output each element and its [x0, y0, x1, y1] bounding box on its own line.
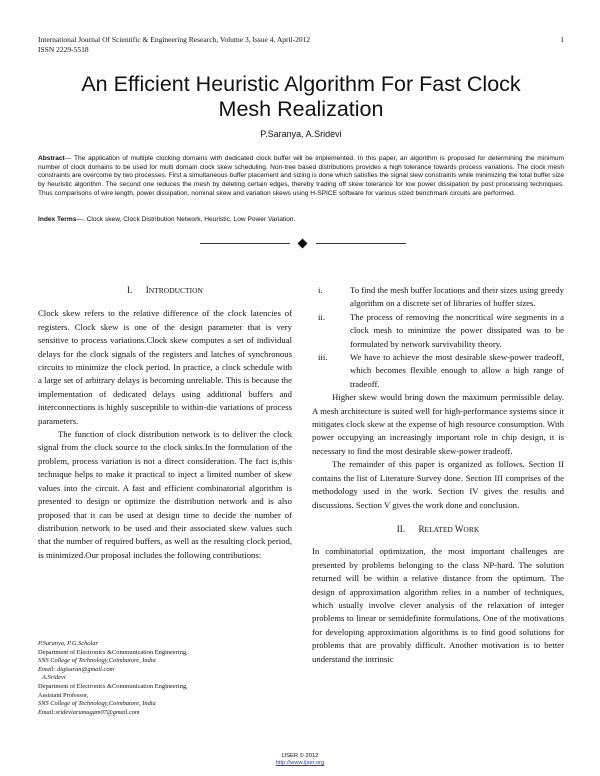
index-terms-text: —. Clock skew, Clock Distribution Network, Heuristic, Low Power Variation.: [76, 216, 296, 223]
index-terms-label: Index Terms: [38, 216, 77, 223]
list-item-text: The process of removing the noncritical wire segments in a clock mesh to minimize the power dissipated was to be formulated by network survivability theory.: [350, 311, 564, 349]
list-item: [312, 284, 564, 311]
section-title-initial: W: [454, 523, 464, 534]
issn: ISSN 2229-5518: [38, 45, 89, 54]
page-number: 1: [560, 35, 564, 44]
footnote-college-1: SNS College of Technology,Coimbatore, India: [38, 657, 156, 665]
section-title-initial: R: [418, 523, 425, 534]
copyright: IJSER © 2012: [281, 753, 319, 759]
list-item-number: i.: [318, 285, 323, 295]
footnote-author-2: A.Sridevi: [42, 674, 66, 682]
section-separator: [200, 238, 406, 250]
section-heading-related-work: [312, 523, 564, 536]
list-item-number: iii.: [318, 352, 328, 363]
paper-title: [38, 72, 564, 122]
footnote-dept-1: Department of Electronics &Communication Engineering,: [38, 648, 188, 656]
left-column: [38, 284, 292, 562]
list-item-text: To find the mesh buffer locations and their sizes using greedy algorithm on a discrete set of libraries of buffer sizes.: [350, 285, 564, 309]
body-paragraph-skew: Higher skew would bring down the maximum permissible delay. A mesh architecture is suited well for high-performance systems since it mitigates clock skew at the expense of high resource consumption. With power occupying an increasingly important role in chip design, it is necessary to find the most desirable skew-power tradeoff.: [312, 392, 564, 456]
section-title-rest: ORK: [463, 524, 480, 534]
list-item-text: We have to achieve the most desirable skew-power tradeoff, which becomes flexible enough to allow a high range of tradeoff.: [350, 352, 564, 389]
diamond-icon: [298, 239, 308, 249]
section-title-rest: ELATED: [424, 524, 453, 534]
footnote-email-2: Email:srideviarumugam07@gmail.com: [38, 708, 140, 716]
body-paragraph-organization: The remainder of this paper is organized as follows. Section II contains the list of Literature Survey done. Section III comprises of the methodology used in the work. Section IV gives the results and discussions. Section V gives the work done and conclusion.: [312, 459, 564, 510]
section-title-rest: NTRODUCTION: [148, 286, 203, 295]
section-heading-introduction: [38, 284, 292, 297]
journal-info: International Journal Of Scientific & Engineering Research, Volume 3, Issue 4, April-2012: [38, 35, 311, 44]
journal-url-link[interactable]: http://www.ijser.org: [275, 760, 325, 766]
footnote-dept-2: Department of Electronics &Communication Engineering,: [38, 682, 188, 690]
list-item-number: ii.: [318, 311, 325, 322]
separator-line-left: [200, 243, 290, 244]
index-terms: [38, 215, 564, 224]
section-number: II.: [396, 523, 405, 534]
right-column: [312, 284, 564, 666]
intro-paragraph-1: Clock skew refers to the relative difference of the clock latencies of registers. Clock skew is one of the design parameter that is very sensitive to process variations.Clock skew computes a set of individual delays for the clock signals of the registers and latches of synchronous circuits to minimize the clock period. In practice, a clock schedule with a large set of arbitrary delays is becoming unreliable. This is because the implementation of dedicated delays using additional buffers and interconnections is highly susceptible to within-die variations of process parameters.: [38, 308, 292, 426]
footnote-author-1: P.Saranya, P.G.Scholar: [38, 640, 98, 647]
related-work-paragraph: In combinatorial optimization, the most important challenges are presented by problems belonging to the class NP-hard. The solution returned will be within a relative distance from the optimum. The design of approximation algorithm relies in a number of techniques, which usually involve clever analysis of the relaxation of integer problems to linear or semidefinite formulations. One of the motivations for developing approximation algorithms is to find good solutions for problems that are provably difficult. Another motivation is to better understand the intrinsic: [312, 546, 564, 664]
footnote-email-1: Email: digisaran@gmail.com: [38, 665, 115, 673]
footnote-college-2: SNS College of Technology,Coimbatore, India: [38, 700, 156, 708]
abstract-text: — The application of multiple clocking domains with dedicated clock buffer will be implemented. In this paper, an algorithm is proposed for determining the minimum number of clock domains to be used for multi domain clock skew scheduling. Non-tree based distributions provides a high tolerance towards process variations. The clock mesh constraints are overcome by two processes. First a simultaneous buffer placement and sizing is done which satisfies the signal slew constraints while minimizing the total buffer size by heuristic algorithm. The second one reduces the mesh by deleting certain edges, thereby trading off skew tolerance for low power dissipation by post processing techniques. Thus comparisons of wire length, power dissipation, nominal skew and variation skews using H-SPICE software for various sized benchmark circuits are performed.: [38, 155, 564, 197]
list-item: [312, 311, 564, 351]
footnote-role-2: Assistant Professor,: [38, 691, 89, 699]
title-line-2: Mesh Realization: [218, 97, 384, 121]
section-number: I.: [127, 285, 133, 295]
contributions-list: [312, 284, 564, 391]
paper-authors: P.Saranya, A.Sridevi: [260, 129, 342, 139]
running-header: [38, 35, 564, 55]
list-item: [312, 351, 564, 391]
author-footnote: [38, 640, 292, 717]
title-line-1: An Efficient Heuristic Algorithm For Fast Clock: [81, 72, 521, 96]
separator-line-right: [316, 243, 406, 244]
abstract: [38, 155, 564, 199]
intro-paragraph-2: The function of clock distribution network is to deliver the clock signal from the clock source to the clock sinks.In the formulation of the problem, process variation is not a direct consideration. The fact is,this technique helps to make it practical to inject a limited number of skew values into the circuit. A fast and efficient combinatorial algorithm is presented to design or optimize the distribution network and is also proposed that it can be used at design time to decide the number of distribution network to be used and their associated skew values such that the number of required buffers, as well as the resulting clock period, is minimized.Our proposal includes the following contributions:: [38, 429, 292, 560]
section-title-initial: I: [145, 285, 149, 295]
abstract-label: Abstract: [38, 155, 65, 162]
page-footer: [0, 753, 600, 767]
